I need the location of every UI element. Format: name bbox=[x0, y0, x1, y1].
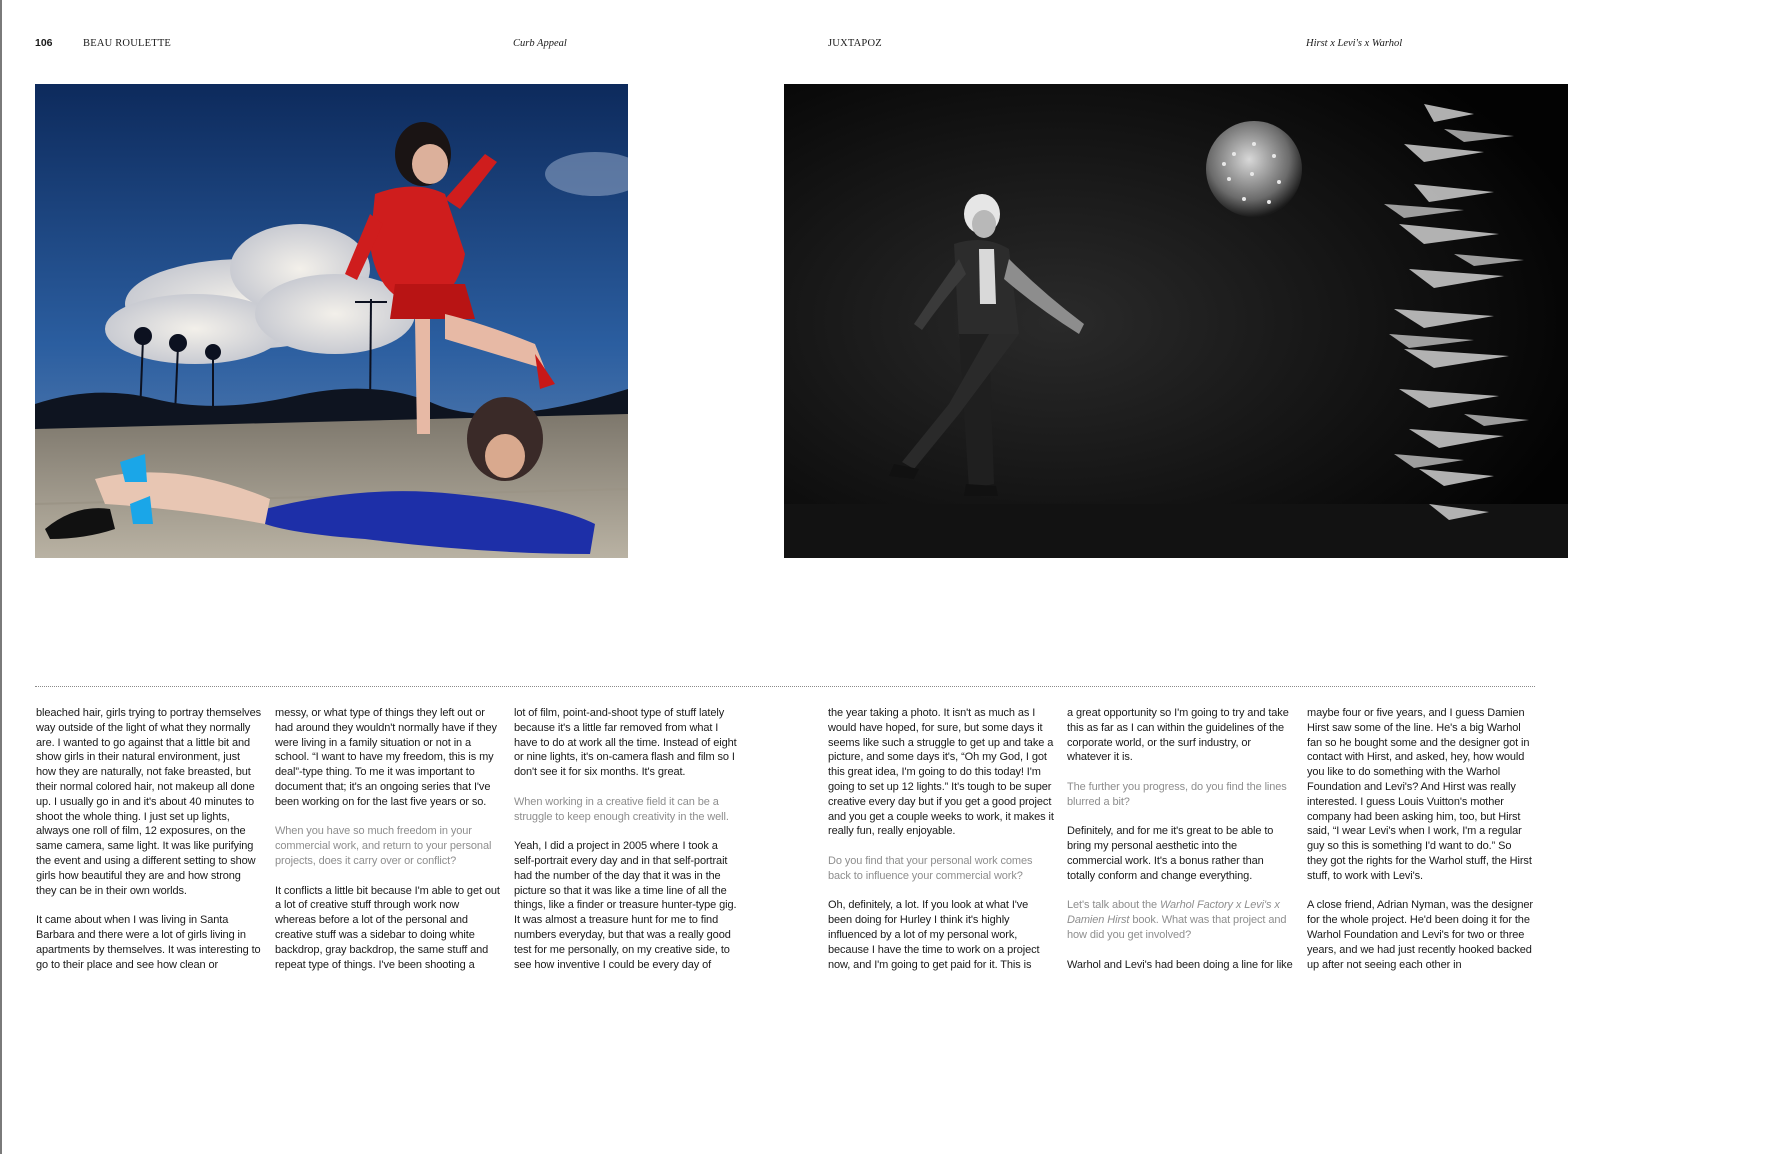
text-column-5 bbox=[1067, 706, 1293, 972]
paragraph: bleached hair, girls trying to portray themselves way outside of the light of what they normally are. I wanted to go against that a little bit and show girls in their natural environment, just how they are naturally, not fake breasted, but their normal colored hair, not makeup all done up. I usually go in and it's about 40 minutes to shoot the whole thing. I just set up lights, always one roll of film, 12 exposures, on the same camera, same light. It was like purifying the event and using a different setting to show girls how beautiful they are and how strong they can be in their own worlds. bbox=[36, 707, 261, 897]
curb-appeal-photo bbox=[35, 84, 628, 558]
author-name: BEAU ROULETTE bbox=[83, 38, 172, 49]
text-column-1 bbox=[36, 706, 262, 972]
question-text: book. What was that project and how did you get involved? bbox=[1067, 914, 1287, 941]
book-title: Warhol Factory x Levi's x Damien Hirst bbox=[1067, 899, 1280, 927]
text-column-3 bbox=[514, 706, 740, 972]
question-paragraph: When working in a creative field it can be a struggle to keep enough creativity in the well. bbox=[514, 795, 729, 823]
question-paragraph: Do you find that your personal work comes back to influence your commercial work? bbox=[828, 854, 1033, 882]
page-number: 106 bbox=[35, 37, 53, 49]
paragraph: lot of film, point-and-shoot type of stuff lately because it's a little far removed from what I have to do at work all the time. Instead of eight or nine lights, it's on-camera flash and film so I don't see it for six months. It's great. bbox=[514, 707, 737, 779]
text-column-4 bbox=[828, 706, 1054, 972]
paragraph: the year taking a photo. It isn't as much as I would have hoped, for sure, but some days it seems like such a struggle to get up and take a picture, and some days it's, “Oh my God, I got this great idea, I'm going to do this today! I'm going to set up 12 lights.” It's tough to be super creative every day but if you get a good project and you get a couple weeks to work, it makes it really fun, really enjoyable. bbox=[828, 707, 1054, 838]
book-spine-edge bbox=[0, 0, 2, 1154]
paragraph: maybe four or five years, and I guess Damien Hirst saw some of the line. He's a big Warhol fan so he bought some and the designer got in contact with Hirst, and asked, hey, how would you like to do something with the Warhol Foundation and Levi's? And Hirst was really interested. I guess Louis Vuitton's mother company had been asking him, too, but Hirst said, “I wear Levi's when I work, I'm a regular guy so this is something I'd want to do.” So they got the rights for the Warhol stuff, the Hirst stuff, to work with Levi's. bbox=[1307, 707, 1532, 882]
magazine-name: JUXTAPOZ bbox=[828, 38, 882, 49]
paragraph: Warhol and Levi's had been doing a line for like bbox=[1067, 958, 1293, 971]
paragraph: A close friend, Adrian Nyman, was the designer for the whole project. He'd been doing it for the Warhol Foundation and Levi's for two or three years, and we had just recently hooked backed up after not seeing each other in bbox=[1307, 899, 1533, 971]
question-paragraph bbox=[1067, 898, 1293, 942]
paragraph: messy, or what type of things they left out or had around they wouldn't normally have if they were living in a family situation or not in a school. “I want to have my freedom, this is my deal”-type thing. To me it was important to document that; it's an ongoing series that I've been working on for the last five years or so. bbox=[275, 707, 497, 808]
paragraph: a great opportunity so I'm going to try and take this as far as I can within the guidelines of the corporate world, or the surf industry, or whatever it is. bbox=[1067, 707, 1289, 764]
text-column-6 bbox=[1307, 706, 1533, 972]
paragraph: Oh, definitely, a lot. If you look at what I've been doing for Hurley I think it's highly influenced by a lot of my personal work, because I have the time to work on a project now, and I'm going to get paid for it. This is bbox=[828, 899, 1040, 971]
paragraph: It conflicts a little bit because I'm able to get out a lot of creative stuff through work now whereas before a lot of the personal and creative stuff was a sidebar to doing white backdrop, gray backdrop, the same stuff and repeat type of things. I've been shooting a bbox=[275, 884, 500, 971]
question-paragraph: When you have so much freedom in your commercial work, and return to your personal projects, does it carry over or conflict? bbox=[275, 825, 492, 867]
paragraph: Yeah, I did a project in 2005 where I took a self-portrait every day and in that self-portrait had the number of the day that it was in the picture so that it was like a time line of all the things, like a finder or treasure hunter-type gig. It was almost a treasure hunt for me to find numbers everyday, but that was a really good test for me personally, on my creative side, to see how inventive I could be every day of bbox=[514, 840, 737, 971]
question-paragraph: The further you progress, do you find the lines blurred a bit? bbox=[1067, 780, 1287, 808]
question-text: Let's talk about the bbox=[1067, 899, 1160, 912]
right-section-title: Hirst x Levi's x Warhol bbox=[1306, 38, 1403, 49]
text-divider bbox=[35, 686, 1535, 687]
paragraph: Definitely, and for me it's great to be able to bring my personal aesthetic into the commercial work. It's a bonus rather than totally conform and change everything. bbox=[1067, 825, 1274, 882]
paragraph: It came about when I was living in Santa Barbara and there were a lot of girls living in apartments by themselves. It was interesting to go to their place and see how clean or bbox=[36, 914, 261, 971]
left-section-title: Curb Appeal bbox=[513, 38, 567, 49]
text-column-2 bbox=[275, 706, 501, 972]
hirst-levis-warhol-photo bbox=[784, 84, 1568, 558]
